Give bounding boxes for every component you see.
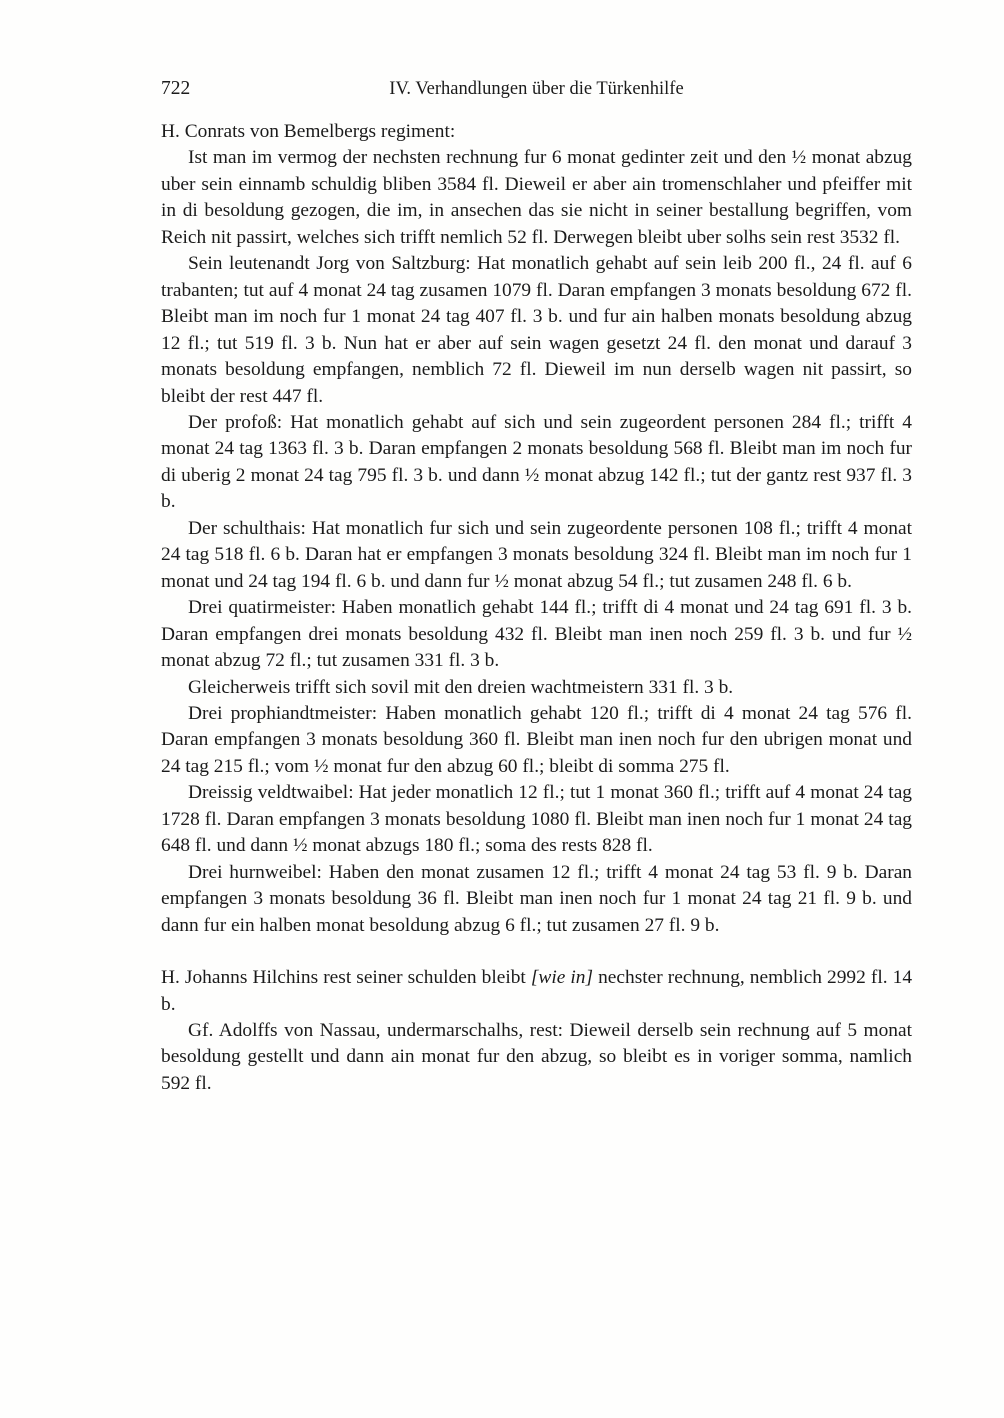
text-segment: Drei quatirmeister: Haben monatlich gehabt 144 fl.; trifft di 4 monat und 24 tag 691 fl. 3 b. Daran empfangen drei monats besoldung 432 fl. Bleibt man inen noch 259 fl. 3 b. und fur ½ monat abzug 72 fl.; tut zusamen 331 fl. 3 b.: [161, 597, 912, 672]
paragraph: [161, 675, 912, 701]
paragraph: [161, 701, 912, 780]
text-segment: H. Johanns Hilchins rest seiner schulden bleibt: [161, 967, 531, 989]
paragraph: [161, 145, 912, 251]
page-number: 722: [161, 78, 191, 99]
text-segment: Der profoß: Hat monatlich gehabt auf sich und sein zugeordent personen 284 fl.; trifft 4 monat 24 tag 1363 fl. 3 b. Daran empfangen 2 monats besoldung 568 fl. Bleibt man im noch fur di uberig 2 monat 24 tag 795 fl. 3 b. und dann ½ monat abzug 142 fl.; tut der gantz rest 937 fl. 3 b.: [161, 411, 912, 513]
text-segment: nechster rechnung, nemblich 2992 fl. 14 b.: [161, 967, 913, 1015]
paragraph: [161, 119, 912, 145]
paragraph: [161, 516, 912, 595]
text-segment: Dreissig veldtwaibel: Hat jeder monatlich 12 fl.; tut 1 monat 360 fl.; trifft auf 4 monat 24 tag 1728 fl. Daran empfangen 3 monats besoldung 1080 fl. Bleibt man inen noch fur 1 monat 24 tag 648 fl. und dann ½ monat abzugs 180 fl.; soma des rests 828 fl.: [161, 782, 912, 857]
text-segment: Ist man im vermog der nechsten rechnung fur 6 monat gedinter zeit und den ½ monat abzug uber sein einnamb schuldig bliben 3584 fl. Dieweil er aber ain tromenschlaher und pfeiffer mit in di besoldung gezogen, die im, in ansechen das sie nicht in seiner bestallung begriffen, vom Reich nit passirt, welches sich trifft nemlich 52 fl. Derwegen bleibt uber solhs sein rest 3532 fl.: [161, 147, 912, 248]
page-header: [161, 76, 912, 102]
text-segment: Drei hurnweibel: Haben den monat zusamen 12 fl.; trifft 4 monat 24 tag 53 fl. 9 b. Daran empfangen 3 monats besoldung 36 fl. Bleibt man inen noch fur 1 monat 24 tag 21 fl. 9 b. und dann fur ein halben monat besoldung abzug 6 fl.; tut zusamen 27 fl. 9 b.: [161, 861, 912, 936]
text-segment: Sein leutenandt Jorg von Saltzburg: Hat monatlich gehabt auf sein leib 200 fl., 24 fl. auf 6 trabanten; tut auf 4 monat 24 tag zusamen 1079 fl. Daran empfangen 3 monats besoldung 672 fl. Bleibt man im noch fur 1 monat 24 tag 407 fl. 3 b. und fur ain halben monats besoldung abzug 12 fl.; tut 519 fl. 3 b. Nun hat er aber auf sein wagen gesetzt 24 fl. den monat und darauf 3 monats besoldung empfangen, nemblich 72 fl. Dieweil im nun derselb wagen nit passirt, so bleibt der rest 447 fl.: [161, 253, 912, 407]
paragraph: [161, 410, 912, 516]
editorial-note: [wie in]: [530, 967, 594, 989]
paragraph: [161, 860, 912, 939]
paragraph: [161, 595, 912, 674]
text-segment: Gleicherweis trifft sich sovil mit den dreien wachtmeistern 331 fl. 3 b.: [188, 676, 734, 698]
text-segment: H. Conrats von Bemelbergs regiment:: [161, 121, 456, 142]
running-title: IV. Verhandlungen über die Türkenhilfe: [389, 79, 684, 99]
paragraph: [161, 965, 912, 1018]
text-segment: Der schulthais: Hat monatlich fur sich und sein zugeordente personen 108 fl.; trifft 4 monat 24 tag 518 fl. 6 b. Daran hat er empfangen 3 monats besoldung 324 fl. Bleibt man im noch fur 1 monat und 24 tag 194 fl. 6 b. und dann fur ½ monat abzug 54 fl.; tut zusamen 248 fl. 6 b.: [161, 517, 912, 592]
text-segment: Drei prophiandtmeister: Haben monatlich gehabt 120 fl.; trifft di 4 monat 24 tag 576 fl. Daran empfangen 3 monats besoldung 360 fl. Bleibt man inen noch fur den ubrigen monat und 24 tag 215 fl.; vom ½ monat fur den abzug 60 fl.; bleibt di somma 275 fl.: [161, 702, 912, 777]
paragraph: [161, 1018, 912, 1097]
text-block: [161, 119, 912, 1097]
paragraph: [161, 251, 912, 410]
text-segment: Gf. Adolffs von Nassau, undermarschalhs, rest: Dieweil derselb sein rechnung auf 5 monat besoldung gestellt und dann ain monat fur den abzug, so bleibt es in voriger somma, namlich 592 fl.: [161, 1019, 912, 1094]
paragraph: [161, 780, 912, 859]
